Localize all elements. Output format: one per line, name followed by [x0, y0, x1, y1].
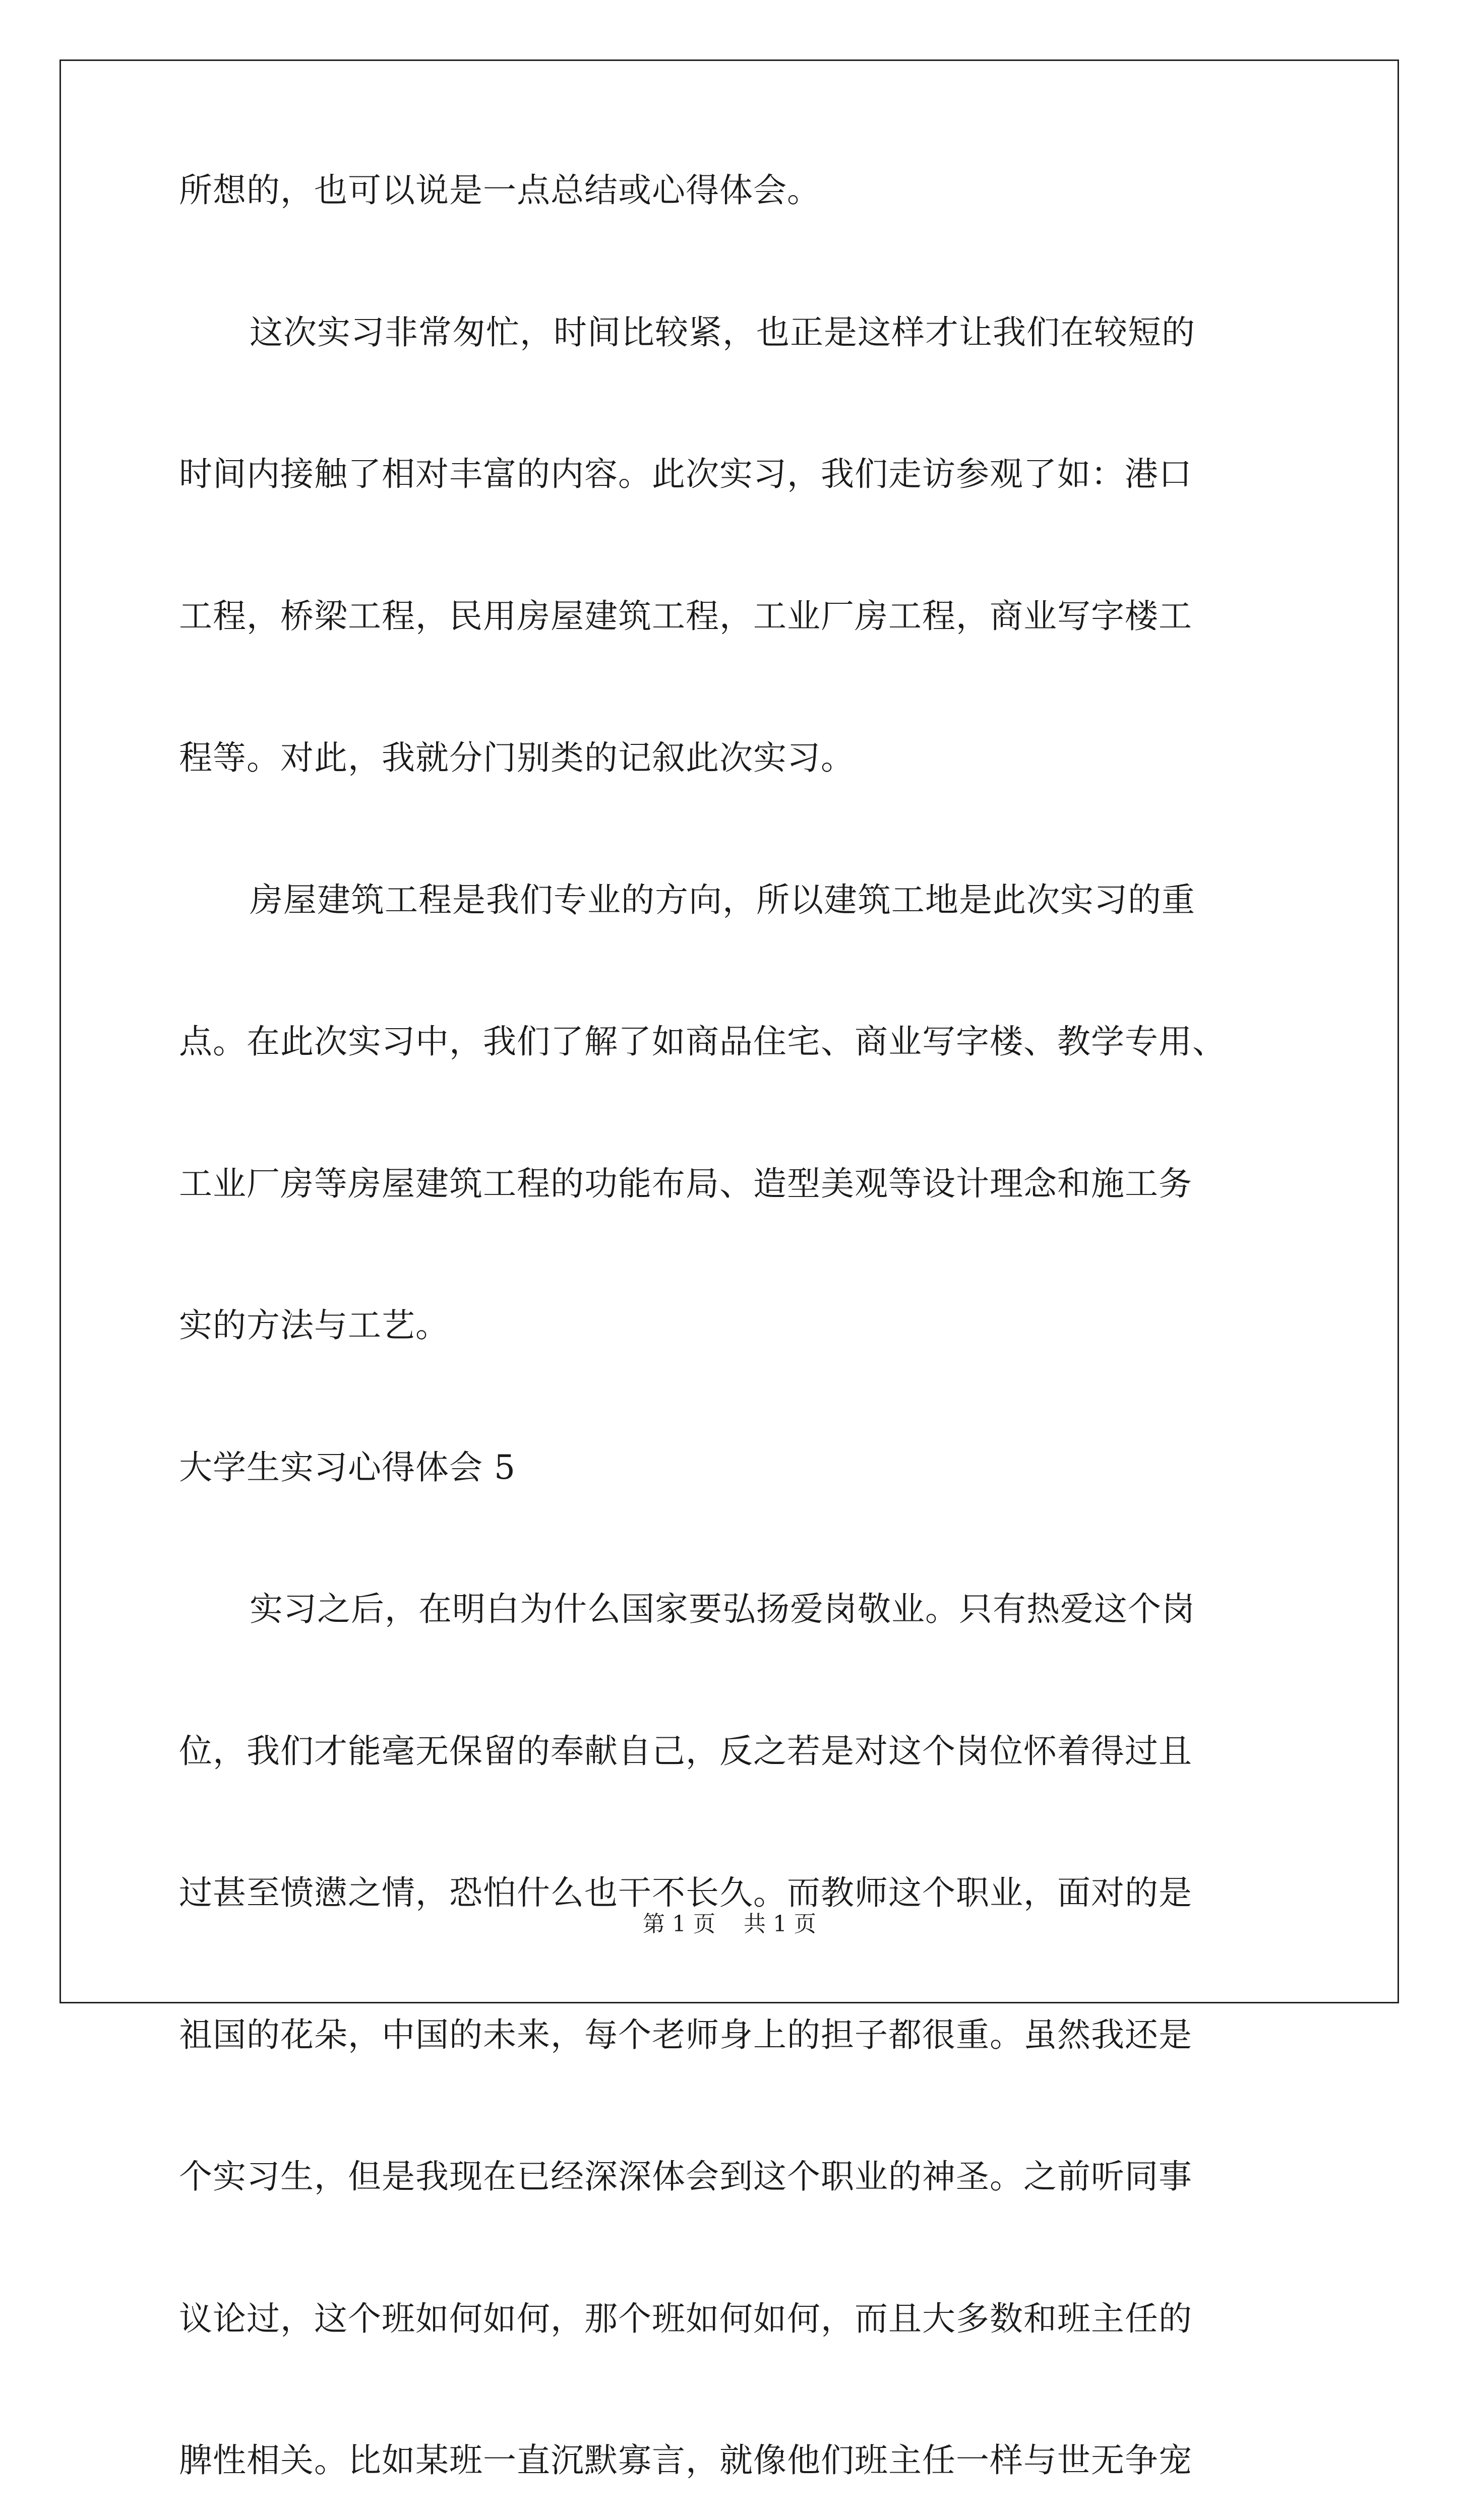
paragraph-line: 位，我们才能毫无保留的奉献自己，反之若是对这个岗位怀着得过且 [179, 1731, 1192, 1771]
paragraph-line: 实习之后，在明白为什么国家要弘扬爱岗敬业。只有热爱这个岗 [250, 1590, 1195, 1628]
paragraph-line: 房屋建筑工程是我们专业的方向，所以建筑工地是此次实习的重 [250, 880, 1195, 919]
paragraph-line: 实的方法与工艺。 [179, 1306, 449, 1345]
paragraph-line: 这次实习非常匆忙，时间比较紧，也正是这样才让我们在较短的 [250, 312, 1195, 352]
page-number-footer: 第 1 页 共 1 页 [643, 1911, 816, 1937]
paragraph-line: 程等。对此，我就分门别类的记叙此次实习。 [179, 738, 855, 777]
paragraph-line: 所想的，也可以说是一点总结或心得体会。 [179, 171, 821, 210]
section-heading: 大学生实习心得体会 5 [179, 1447, 516, 1487]
document-body [179, 171, 1283, 2520]
paragraph-line: 点。在此次实习中，我们了解了如商品住宅、商业写字楼、教学专用、 [179, 1022, 1226, 1061]
paragraph-line: 祖国的花朵，中国的未来，每个老师身上的担子都很重。虽然我还是 [179, 2015, 1192, 2054]
paragraph-line: 个实习生，但是我现在已经深深体会到这个职业的神圣。之前听同事 [179, 2157, 1192, 2196]
paragraph-line: 工程，桥梁工程，民用房屋建筑工程，工业厂房工程，商业写字楼工 [179, 596, 1192, 636]
paragraph-line: 脾性相关。比如某班一直沉默寡言，就像他们班主任一样与世无争宠 [179, 2441, 1192, 2480]
paragraph-line: 时间内接触了相对丰富的内容。此次实习，我们走访参观了如：港口 [179, 455, 1192, 493]
paragraph-line: 工业厂房等房屋建筑工程的功能布局、造型美观等设计理念和施工务 [179, 1164, 1192, 1203]
paragraph-line: 议论过，这个班如何如何，那个班如何如何，而且大多数和班主任的 [179, 2299, 1192, 2338]
paragraph-line: 过甚至愤懑之情，恐怕什么也干不长久。而教师这个职业，面对的是 [179, 1873, 1192, 1912]
